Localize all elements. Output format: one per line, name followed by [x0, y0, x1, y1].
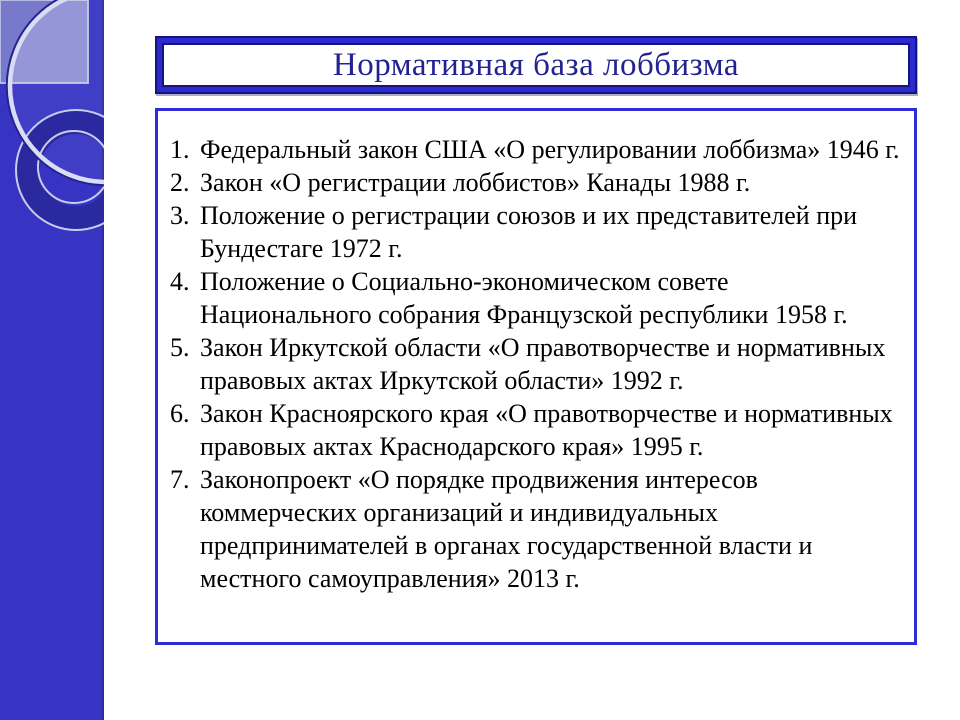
list-item: [170, 166, 906, 199]
sidebar-decoration: [0, 0, 104, 720]
slide-title-box: [155, 36, 917, 94]
list-item: [170, 133, 906, 166]
list-item-text: Законопроект «О порядке продвижения интересов коммерческих организаций и индивидуальных предпринимателей в органах государственной власти и местного самоуправления» 2013 г.: [200, 465, 813, 593]
list-item: [170, 199, 906, 265]
list-item-text: Закон «О регистрации лоббистов» Канады 1988 г.: [200, 168, 751, 197]
list-item-text: Закон Красноярского края «О правотворчестве и нормативных правовых актах Краснодарского края» 1995 г.: [200, 399, 893, 461]
slide-title: Нормативная база лоббизма: [332, 46, 740, 83]
content-box: [155, 108, 917, 645]
list-item-text: Положение о регистрации союзов и их представителей при Бундестаге 1972 г.: [200, 201, 858, 263]
list-item-text: Федеральный закон США «О регулировании лоббизма» 1946 г.: [200, 135, 900, 164]
decorative-circles: [0, 0, 104, 720]
list-item: [170, 463, 906, 595]
list-item: [170, 397, 906, 463]
slide-title-inner: [162, 43, 910, 87]
list-item-text: Закон Иркутской области «О правотворчестве и нормативных правовых актах Иркутской области» 1992 г.: [200, 333, 886, 395]
law-list: [170, 133, 906, 595]
list-item: [170, 265, 906, 331]
list-item-text: Положение о Социально-экономическом совете Национального собрания Французской республики 1958 г.: [200, 267, 848, 329]
list-item: [170, 331, 906, 397]
